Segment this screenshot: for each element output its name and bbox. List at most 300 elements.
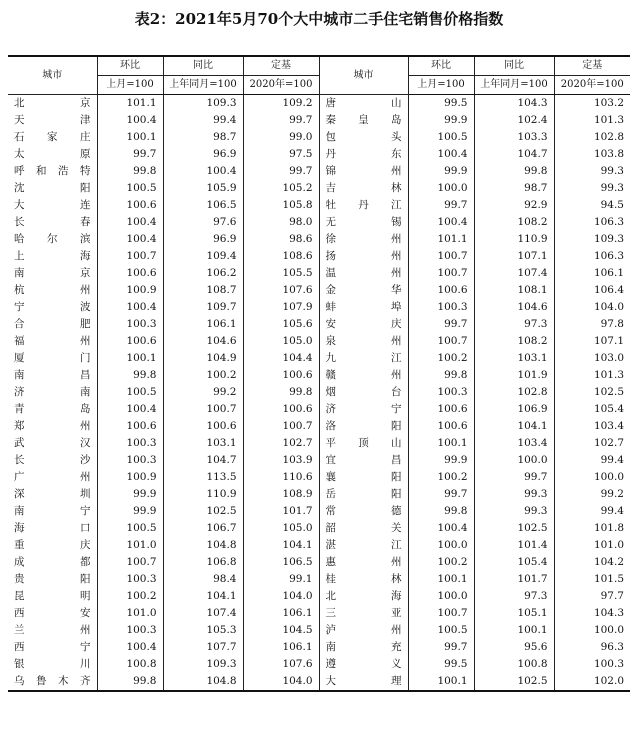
right-city-cell: 惠 州 [319,554,408,571]
right-mom-cell: 100.3 [408,299,474,316]
left-city-cell: 厦 门 [14,352,91,364]
left-base-cell: 98.6 [243,231,319,248]
right-city-cell: 牡丹江 [319,197,408,214]
left-mom-cell: 100.4 [97,112,163,129]
right-city-cell: 安 庆 [319,316,408,333]
right-yoy-cell: 106.9 [474,401,554,418]
left-mom-cell: 100.7 [97,554,163,571]
right-yoy-cell: 95.6 [474,639,554,656]
right-mom-cell: 100.6 [408,418,474,435]
right-city-cell: 常 德 [319,503,408,520]
left-yoy-cell: 100.4 [163,163,243,180]
left-city-cell: 贵 阳 [14,573,91,585]
left-base-cell: 107.6 [243,656,319,673]
left-base-cell: 99.7 [243,112,319,129]
right-mom-cell: 100.2 [408,350,474,367]
left-yoy-cell: 110.9 [163,486,243,503]
right-yoy-cell: 99.8 [474,163,554,180]
right-mom-cell: 99.9 [408,452,474,469]
right-yoy-cell: 92.9 [474,197,554,214]
left-city-cell: 成 都 [14,556,91,568]
right-city-cell: 平顶山 [319,435,408,452]
left-base-cell: 100.7 [243,418,319,435]
right-yoy-cell: 100.0 [474,452,554,469]
right-mom-cell: 100.1 [408,673,474,691]
table-row [8,656,630,673]
right-city-cell: 烟 台 [319,384,408,401]
left-mom-cell: 100.4 [97,401,163,418]
table-row [8,622,630,639]
right-base-cell: 94.5 [554,197,630,214]
left-base-cell: 103.9 [243,452,319,469]
left-yoy-cell: 96.9 [163,231,243,248]
left-mom-cell: 100.3 [97,452,163,469]
left-mom-cell: 100.3 [97,622,163,639]
left-mom-cell: 101.1 [97,95,163,113]
table-row [8,384,630,401]
right-mom-cell: 99.9 [408,112,474,129]
table-body [8,95,630,692]
left-mom-cell: 101.0 [97,605,163,622]
right-city-cell: 岳 阳 [319,486,408,503]
right-city-cell: 无 锡 [319,214,408,231]
right-base-cell: 103.8 [554,146,630,163]
right-city-cell: 丹 东 [319,146,408,163]
right-yoy-cell: 108.2 [474,333,554,350]
left-yoy-cell: 106.1 [163,316,243,333]
right-city-cell: 温 州 [319,265,408,282]
table-row [8,639,630,656]
left-yoy-cell: 104.8 [163,537,243,554]
right-mom-cell: 99.7 [408,486,474,503]
left-base-cell: 104.0 [243,673,319,691]
right-yoy-cell: 108.1 [474,282,554,299]
right-yoy-cell: 102.4 [474,112,554,129]
left-city-cell: 西 安 [14,607,91,619]
right-base-cell: 104.0 [554,299,630,316]
left-city-cell: 长 沙 [14,454,91,466]
left-city-cell: 大 连 [14,199,91,211]
left-yoy-cell: 96.9 [163,146,243,163]
left-city-cell: 哈尔滨 [14,233,91,245]
right-mom-cell: 100.7 [408,333,474,350]
left-base-cell: 102.7 [243,435,319,452]
right-yoy-cell: 102.5 [474,673,554,691]
header-mom-sub-right: 上月=100 [408,76,474,95]
header-mom-left: 环比 [97,56,163,76]
header-base-sub-left: 2020年=100 [243,76,319,95]
table-row [8,197,630,214]
left-yoy-cell: 108.7 [163,282,243,299]
left-yoy-cell: 109.3 [163,656,243,673]
header-city-left: 城市 [8,56,97,95]
left-yoy-cell: 104.1 [163,588,243,605]
right-mom-cell: 100.1 [408,435,474,452]
right-mom-cell: 100.5 [408,129,474,146]
left-mom-cell: 100.2 [97,588,163,605]
table-row [8,673,630,691]
left-base-cell: 104.0 [243,588,319,605]
left-yoy-cell: 100.2 [163,367,243,384]
left-city-cell: 南 京 [14,267,91,279]
left-base-cell: 104.5 [243,622,319,639]
left-city-cell: 青 岛 [14,403,91,415]
header-yoy-sub-right: 上年同月=100 [474,76,554,95]
right-base-cell: 100.0 [554,469,630,486]
left-base-cell: 105.8 [243,197,319,214]
right-city-cell: 襄 阳 [319,469,408,486]
left-base-cell: 99.1 [243,571,319,588]
right-city-cell: 桂 林 [319,571,408,588]
right-mom-cell: 99.8 [408,367,474,384]
left-city-cell: 合 肥 [14,318,91,330]
right-yoy-cell: 103.3 [474,129,554,146]
left-base-cell: 108.6 [243,248,319,265]
left-yoy-cell: 99.4 [163,112,243,129]
right-yoy-cell: 99.3 [474,486,554,503]
left-base-cell: 99.8 [243,384,319,401]
table-row [8,163,630,180]
right-base-cell: 102.0 [554,673,630,691]
left-mom-cell: 100.6 [97,197,163,214]
right-yoy-cell: 98.7 [474,180,554,197]
table-row [8,503,630,520]
right-city-cell: 泸 州 [319,622,408,639]
table-row [8,537,630,554]
table-row [8,231,630,248]
table-row [8,129,630,146]
right-mom-cell: 100.6 [408,282,474,299]
left-city-cell: 济 南 [14,386,91,398]
left-yoy-cell: 104.8 [163,673,243,691]
right-base-cell: 101.8 [554,520,630,537]
right-base-cell: 107.1 [554,333,630,350]
left-mom-cell: 100.6 [97,333,163,350]
right-city-cell: 包 头 [319,129,408,146]
right-city-cell: 洛 阳 [319,418,408,435]
left-base-cell: 106.5 [243,554,319,571]
right-yoy-cell: 99.3 [474,503,554,520]
left-base-cell: 104.4 [243,350,319,367]
left-mom-cell: 100.3 [97,316,163,333]
left-city-cell: 福 州 [14,335,91,347]
right-yoy-cell: 104.1 [474,418,554,435]
table-row [8,248,630,265]
left-base-cell: 99.7 [243,163,319,180]
left-mom-cell: 99.9 [97,503,163,520]
left-base-cell: 99.0 [243,129,319,146]
right-mom-cell: 100.7 [408,248,474,265]
right-base-cell: 104.3 [554,605,630,622]
left-city-cell: 天 津 [14,114,91,126]
left-base-cell: 108.9 [243,486,319,503]
left-base-cell: 97.5 [243,146,319,163]
table-row [8,571,630,588]
left-base-cell: 101.7 [243,503,319,520]
left-mom-cell: 100.5 [97,180,163,197]
left-base-cell: 106.1 [243,639,319,656]
header-row-top [8,56,630,76]
right-yoy-cell: 99.7 [474,469,554,486]
left-yoy-cell: 106.2 [163,265,243,282]
right-yoy-cell: 103.1 [474,350,554,367]
left-base-cell: 105.2 [243,180,319,197]
right-base-cell: 101.5 [554,571,630,588]
left-yoy-cell: 109.4 [163,248,243,265]
left-mom-cell: 100.9 [97,282,163,299]
right-base-cell: 103.2 [554,95,630,113]
right-base-cell: 102.8 [554,129,630,146]
left-yoy-cell: 103.1 [163,435,243,452]
right-mom-cell: 100.7 [408,605,474,622]
right-city-cell: 金 华 [319,282,408,299]
left-city-cell: 北 京 [14,97,91,109]
left-city-cell: 银 川 [14,658,91,670]
left-yoy-cell: 99.2 [163,384,243,401]
left-yoy-cell: 98.4 [163,571,243,588]
right-mom-cell: 99.8 [408,503,474,520]
left-city-cell: 昆 明 [14,590,91,602]
right-yoy-cell: 104.7 [474,146,554,163]
table-row [8,367,630,384]
right-mom-cell: 100.3 [408,384,474,401]
right-mom-cell: 100.6 [408,401,474,418]
left-yoy-cell: 104.6 [163,333,243,350]
right-yoy-cell: 104.3 [474,95,554,113]
left-base-cell: 106.1 [243,605,319,622]
right-yoy-cell: 104.6 [474,299,554,316]
table-row [8,265,630,282]
right-base-cell: 106.1 [554,265,630,282]
left-yoy-cell: 107.7 [163,639,243,656]
right-city-cell: 韶 关 [319,520,408,537]
left-mom-cell: 100.5 [97,520,163,537]
right-mom-cell: 99.5 [408,656,474,673]
right-mom-cell: 100.2 [408,469,474,486]
right-base-cell: 102.5 [554,384,630,401]
left-yoy-cell: 100.6 [163,418,243,435]
left-yoy-cell: 106.8 [163,554,243,571]
right-base-cell: 103.4 [554,418,630,435]
right-city-cell: 徐 州 [319,231,408,248]
left-city-cell: 上 海 [14,250,91,262]
header-yoy-right: 同比 [474,56,554,76]
header-base-sub-right: 2020年=100 [554,76,630,95]
right-yoy-cell: 101.7 [474,571,554,588]
right-city-cell: 吉 林 [319,180,408,197]
table-row [8,452,630,469]
right-base-cell: 100.3 [554,656,630,673]
left-mom-cell: 100.7 [97,248,163,265]
left-city-cell: 重 庆 [14,539,91,551]
right-base-cell: 97.7 [554,588,630,605]
left-city-cell: 南 宁 [14,505,91,517]
table-row [8,469,630,486]
left-city-cell: 呼和浩特 [14,165,91,177]
right-base-cell: 101.0 [554,537,630,554]
header-mom-right: 环比 [408,56,474,76]
left-city-cell: 石家庄 [14,131,91,143]
left-city-cell: 太 原 [14,148,91,160]
right-yoy-cell: 103.4 [474,435,554,452]
table-row [8,316,630,333]
right-mom-cell: 99.7 [408,639,474,656]
left-yoy-cell: 102.5 [163,503,243,520]
left-base-cell: 104.1 [243,537,319,554]
right-yoy-cell: 107.4 [474,265,554,282]
left-mom-cell: 100.6 [97,265,163,282]
right-city-cell: 蚌 埠 [319,299,408,316]
right-city-cell: 北 海 [319,588,408,605]
table-row [8,146,630,163]
left-yoy-cell: 104.9 [163,350,243,367]
left-yoy-cell: 100.7 [163,401,243,418]
left-mom-cell: 100.3 [97,435,163,452]
left-city-cell: 南 昌 [14,369,91,381]
left-city-cell: 宁 波 [14,301,91,313]
left-yoy-cell: 106.5 [163,197,243,214]
left-yoy-cell: 113.5 [163,469,243,486]
left-yoy-cell: 107.4 [163,605,243,622]
left-mom-cell: 99.9 [97,486,163,503]
left-yoy-cell: 98.7 [163,129,243,146]
right-mom-cell: 100.5 [408,622,474,639]
right-mom-cell: 100.2 [408,554,474,571]
right-city-cell: 泉 州 [319,333,408,350]
table-row [8,180,630,197]
right-yoy-cell: 102.5 [474,520,554,537]
right-mom-cell: 100.0 [408,537,474,554]
left-base-cell: 98.0 [243,214,319,231]
right-base-cell: 99.4 [554,503,630,520]
right-city-cell: 湛 江 [319,537,408,554]
left-base-cell: 110.6 [243,469,319,486]
left-yoy-cell: 109.3 [163,95,243,113]
right-city-cell: 秦皇岛 [319,112,408,129]
left-mom-cell: 100.6 [97,418,163,435]
right-city-cell: 唐 山 [319,95,408,113]
left-city-cell: 长 春 [14,216,91,228]
right-yoy-cell: 101.4 [474,537,554,554]
left-yoy-cell: 106.7 [163,520,243,537]
price-index-table [8,55,630,692]
left-base-cell: 105.0 [243,520,319,537]
right-base-cell: 99.3 [554,163,630,180]
right-mom-cell: 101.1 [408,231,474,248]
right-city-cell: 锦 州 [319,163,408,180]
header-base-right: 定基 [554,56,630,76]
left-base-cell: 100.6 [243,367,319,384]
right-mom-cell: 99.7 [408,197,474,214]
header-city-right: 城市 [319,56,408,95]
right-base-cell: 101.3 [554,112,630,129]
right-city-cell: 九 江 [319,350,408,367]
table-row [8,333,630,350]
left-city-cell: 西 宁 [14,641,91,653]
right-yoy-cell: 97.3 [474,588,554,605]
table-row [8,282,630,299]
right-base-cell: 102.7 [554,435,630,452]
right-yoy-cell: 107.1 [474,248,554,265]
left-mom-cell: 100.5 [97,384,163,401]
header-mom-sub-left: 上月=100 [97,76,163,95]
right-mom-cell: 100.4 [408,520,474,537]
table-row [8,95,630,113]
right-base-cell: 106.3 [554,214,630,231]
table-row [8,401,630,418]
left-yoy-cell: 105.3 [163,622,243,639]
left-mom-cell: 100.9 [97,469,163,486]
right-yoy-cell: 108.2 [474,214,554,231]
left-mom-cell: 99.8 [97,673,163,691]
left-mom-cell: 101.0 [97,537,163,554]
header-yoy-left: 同比 [163,56,243,76]
table-title: 表2：2021年5月70个大中城市二手住宅销售价格指数 [134,10,504,28]
left-base-cell: 105.6 [243,316,319,333]
right-base-cell: 97.8 [554,316,630,333]
right-yoy-cell: 100.8 [474,656,554,673]
right-city-cell: 遵 义 [319,656,408,673]
table-row [8,418,630,435]
left-base-cell: 109.2 [243,95,319,113]
table-row [8,605,630,622]
right-base-cell: 99.3 [554,180,630,197]
left-city-cell: 武 汉 [14,437,91,449]
right-yoy-cell: 97.3 [474,316,554,333]
table-row [8,435,630,452]
table-row [8,486,630,503]
left-mom-cell: 100.1 [97,350,163,367]
right-mom-cell: 100.0 [408,588,474,605]
right-base-cell: 106.3 [554,248,630,265]
right-city-cell: 赣 州 [319,367,408,384]
right-mom-cell: 99.9 [408,163,474,180]
right-base-cell: 106.4 [554,282,630,299]
header-base-left: 定基 [243,56,319,76]
right-yoy-cell: 101.9 [474,367,554,384]
left-base-cell: 107.9 [243,299,319,316]
left-mom-cell: 100.4 [97,214,163,231]
left-city-cell: 乌鲁木齐 [8,673,97,691]
header-yoy-sub-left: 上年同月=100 [163,76,243,95]
right-yoy-cell: 102.8 [474,384,554,401]
left-yoy-cell: 105.9 [163,180,243,197]
right-yoy-cell: 105.1 [474,605,554,622]
left-yoy-cell: 104.7 [163,452,243,469]
left-mom-cell: 100.8 [97,656,163,673]
left-base-cell: 105.0 [243,333,319,350]
right-city-cell: 南 充 [319,639,408,656]
right-base-cell: 96.3 [554,639,630,656]
left-mom-cell: 99.8 [97,367,163,384]
left-mom-cell: 100.3 [97,571,163,588]
right-city-cell: 济 宁 [319,401,408,418]
table-row [8,520,630,537]
right-yoy-cell: 100.1 [474,622,554,639]
right-mom-cell: 100.4 [408,146,474,163]
table-row [8,299,630,316]
left-city-cell: 杭 州 [14,284,91,296]
left-city-cell: 兰 州 [14,624,91,636]
left-base-cell: 105.5 [243,265,319,282]
right-city-cell: 大 理 [319,673,408,691]
right-base-cell: 109.3 [554,231,630,248]
table-row [8,554,630,571]
right-city-cell: 三 亚 [319,605,408,622]
table-row [8,214,630,231]
left-mom-cell: 99.7 [97,146,163,163]
right-base-cell: 104.2 [554,554,630,571]
